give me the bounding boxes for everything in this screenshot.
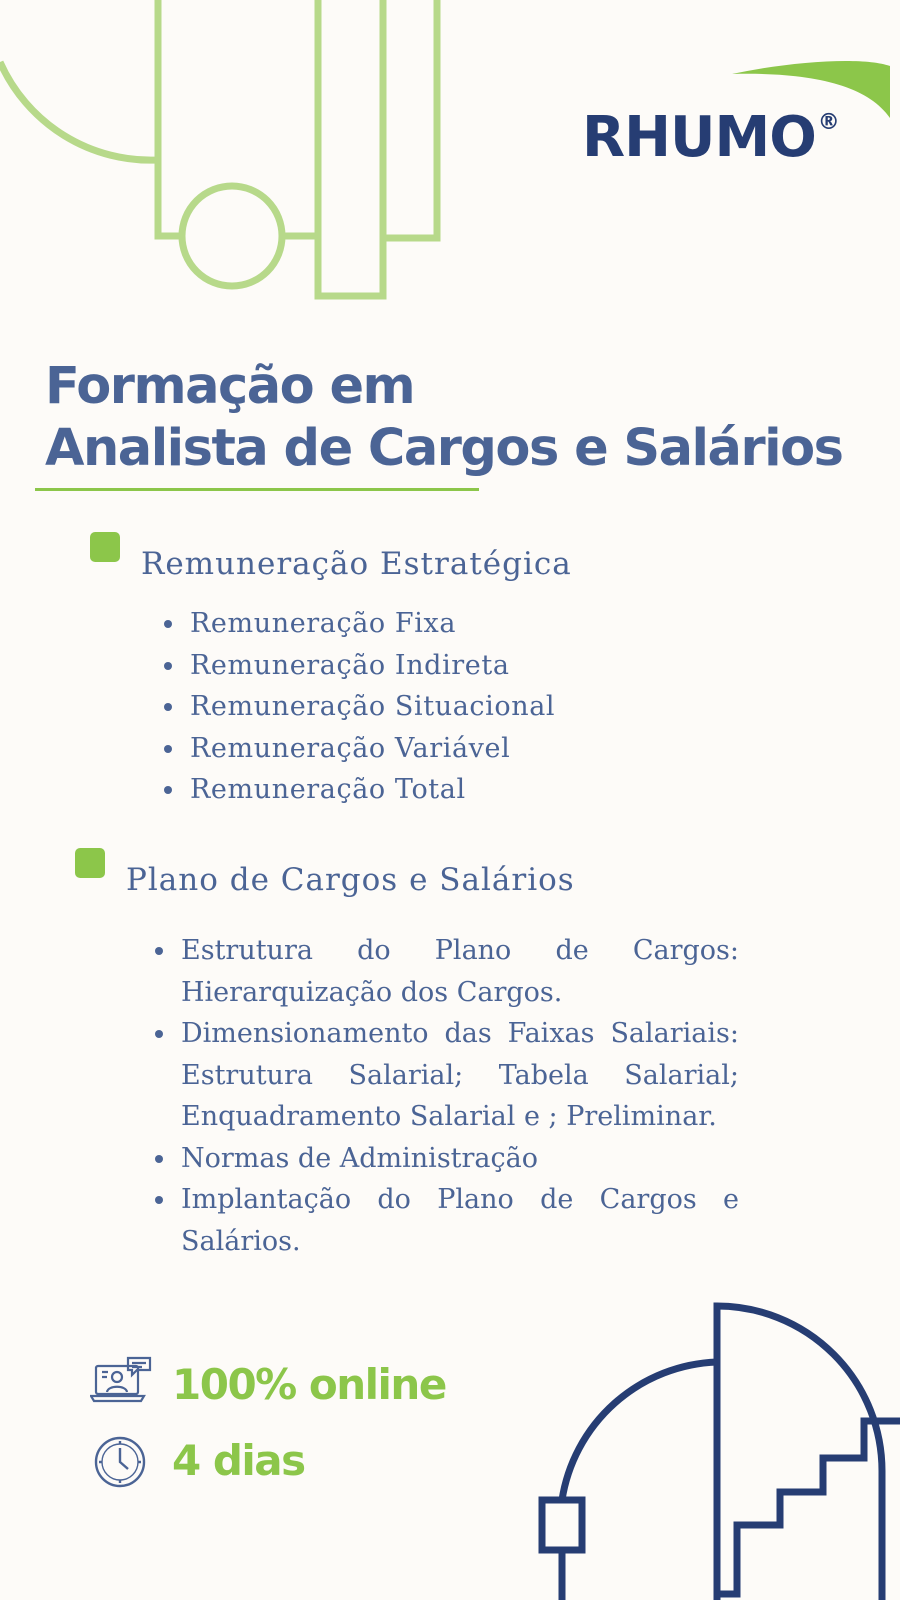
list-item: Implantação do Plano de Cargos e Salários. (155, 1179, 739, 1262)
section-1-list (164, 603, 555, 811)
list-item: Normas de Administração (155, 1138, 739, 1180)
online-class-icon (90, 1356, 152, 1408)
title-underline (35, 488, 479, 491)
rhumo-logo (582, 58, 882, 178)
clock-icon (94, 1436, 146, 1488)
section-1-heading: Remuneração Estratégica (141, 546, 572, 582)
section-2-heading: Plano de Cargos e Salários (126, 862, 575, 898)
logo-wordmark (582, 105, 839, 170)
list-item: Remuneração Indireta (164, 645, 555, 687)
section-2-list (155, 930, 739, 1262)
decorative-top-shapes (0, 0, 460, 320)
format-text: 100% online (172, 1360, 446, 1409)
list-item: Remuneração Situacional (164, 686, 555, 728)
list-item: Dimensionamento das Faixas Salariais: Estrutura Salarial; Tabela Salarial; Enquadramento Salarial e ; Preliminar. (155, 1013, 739, 1138)
logo-name: RHUMO (582, 105, 816, 170)
title-line-1: Formação em (45, 357, 415, 416)
list-item: Estrutura do Plano de Cargos: Hierarquização dos Cargos. (155, 930, 739, 1013)
list-item: Remuneração Variável (164, 728, 555, 770)
title-line-2: Analista de Cargos e Salários (45, 419, 843, 478)
decorative-bottom-shapes (520, 1290, 900, 1600)
list-item: Remuneração Total (164, 769, 555, 811)
registered-mark: ® (817, 110, 839, 135)
duration-text: 4 dias (172, 1436, 305, 1485)
list-item: Remuneração Fixa (164, 603, 555, 645)
page-title (45, 356, 842, 480)
section-1-marker (90, 532, 120, 562)
section-2-marker (75, 848, 105, 878)
